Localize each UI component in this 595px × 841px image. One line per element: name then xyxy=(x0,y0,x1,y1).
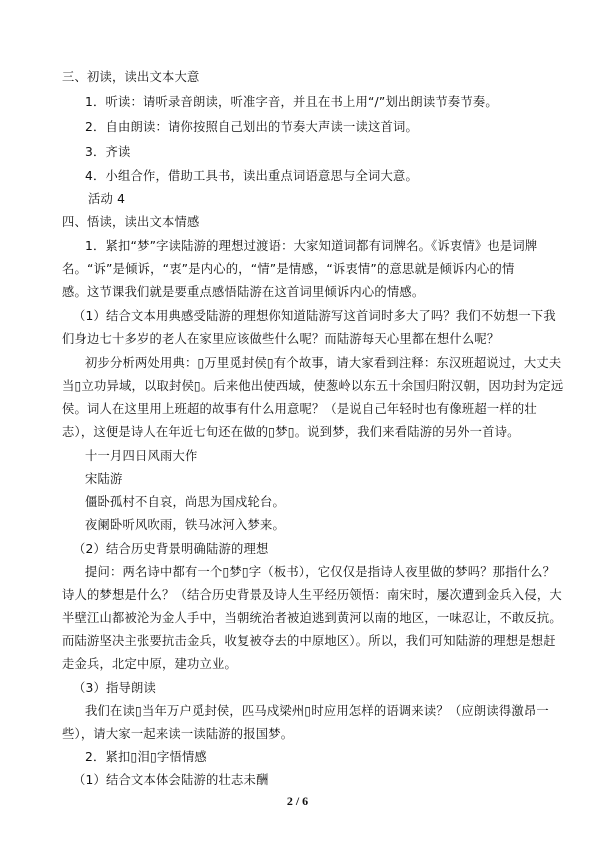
section-heading-feeling-reading: 四、悟读，读出文本情感 xyxy=(62,215,200,229)
paragraph-line: 3．齐读 xyxy=(85,145,131,159)
paragraph-line: 1．听读：请听录音朗读，听准字音，并且在书上用“/”划出朗读节奏节奏。 xyxy=(85,95,498,109)
paragraph-line: 感。这节课我们就是要重点感悟陆游在这首词里倾诉内心的情感。 xyxy=(62,285,425,299)
paragraph-line: 侯。词人在这里用上班超的故事有什么用意呢？（是说自己年轻时也有像班超一样的壮 xyxy=(62,402,537,416)
poem-line: 僵卧孤村不自哀，尚思为国戍轮台。 xyxy=(85,495,285,509)
poem-line: 夜阑卧听风吹雨，铁马冰河入梦来。 xyxy=(85,518,285,532)
paragraph-line: 2．自由朗读：请你按照自己划出的节奏大声读一读这首词。 xyxy=(85,120,418,134)
activity-label: 活动 4 xyxy=(88,192,126,206)
page-number: 2 / 6 xyxy=(286,794,309,808)
poem-title: 十一月四日风雨大作 xyxy=(85,449,198,463)
paragraph-line: 些），请大家一起来读一读陆游的报国梦。 xyxy=(62,727,294,741)
paragraph-line: 走金兵，北定中原，建功立业。 xyxy=(62,657,237,671)
poem-author: 宋陆游 xyxy=(85,472,123,486)
subsection-heading: （3）指导朗读 xyxy=(73,681,157,695)
paragraph-line: 4．小组合作，借助工具书，读出重点词语意思与全词大意。 xyxy=(85,169,418,183)
paragraph-line: 提问：两名诗中都有一个▯梦▯字（板书），它仅仅是指诗人夜里做的梦吗？那指什么？ xyxy=(85,565,556,579)
paragraph-line: 1．紧扣“梦”字读陆游的理想过渡语：大家知道词都有词牌名。《诉衷情》也是词牌 xyxy=(85,239,538,253)
section-heading-first-reading: 三、初读，读出文本大意 xyxy=(62,70,200,84)
subsection-heading: （1）结合文本体会陆游的壮志未酬 xyxy=(73,773,269,787)
paragraph-line: 当▯立功异域，以取封侯▯。后来他出使西域，使葱岭以东五十余国归附汉朝，因功封为定远 xyxy=(62,379,564,393)
paragraph-line: 我们在读▯当年万户觅封侯，匹马戍梁州▯时应用怎样的语调来读？（应朗读得激昂一 xyxy=(85,704,549,718)
paragraph-line: 初步分析两处用典：▯万里觅封侯▯有个故事，请大家看到注释：东汉班超说过，大丈夫 xyxy=(85,356,562,370)
paragraph-line: 2．紧扣▯泪▯字悟情感 xyxy=(85,750,207,764)
paragraph-line: 而陆游坚决主张要抗击金兵，收复被夺去的中原地区）。所以，我们可知陆游的理想是想赶 xyxy=(62,634,556,648)
paragraph-line: 名。“诉”是倾诉，“衷”是内心的，“情”是情感，“诉衷情”的意思就是倾诉内心的情 xyxy=(62,262,515,276)
paragraph-line: 诗人的梦想是什么？（结合历史背景及诗人生平经历领悟：南宋时，屡次遭到金兵入侵，大 xyxy=(62,588,562,602)
paragraph-line: 志），这便是诗人在年近七旬还在做的▯梦▯。说到梦，我们来看陆游的另外一首诗。 xyxy=(62,425,520,439)
paragraph-line: 们身边七十多岁的老人在家里应该做些什么呢？而陆游每天心里都在想什么呢？ xyxy=(62,332,500,346)
paragraph-line: （1）结合文本用典感受陆游的理想你知道陆游写这首词时多大了吗？我们不妨想一下我 xyxy=(73,309,556,323)
subsection-heading: （2）结合历史背景明确陆游的理想 xyxy=(73,542,269,556)
paragraph-line: 半壁江山都被沦为金人手中，当朝统治者被迫逃到黄河以南的地区，一味忍让，不敢反抗。 xyxy=(62,611,562,625)
